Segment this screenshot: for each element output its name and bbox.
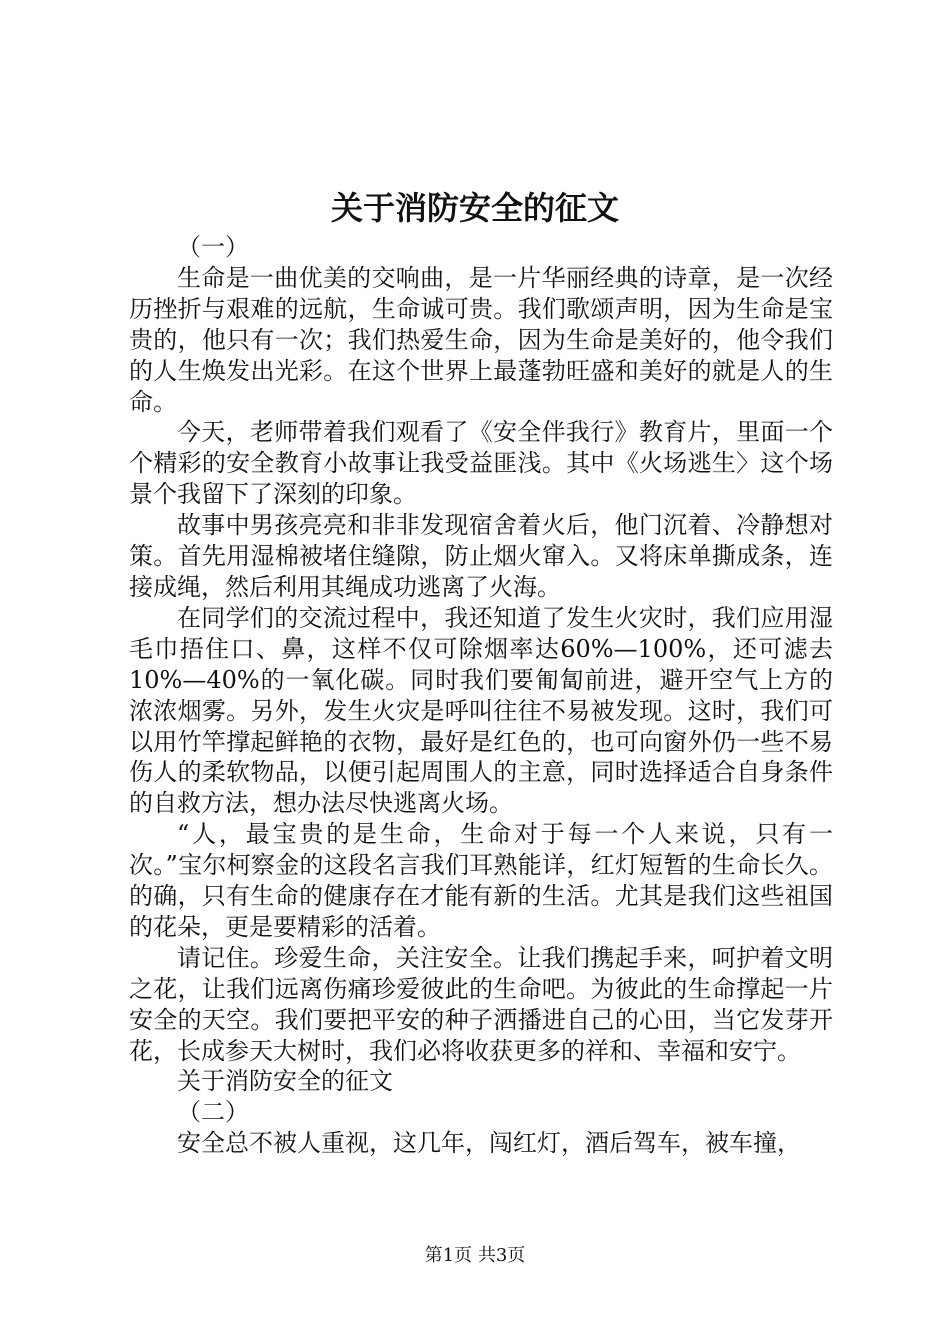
paragraph-3: 故事中男孩亮亮和非非发现宿舍着火后，他门沉着、冷静想对策。首先用湿棉被堵住缝隙，防止烟火窜入。又将床单撕成条，连接成绳，然后利用其绳成功逃离了火海。: [129, 511, 833, 601]
paragraph-5: “人，最宝贵的是生命，生命对于每一个人来说，只有一次。”宝尔柯察金的这段名言我们耳熟能详，红灯短暂的生命长久。的确，只有生命的健康存在才能有新的生活。尤其是我们这些祖国的花朵，更是要精彩的活着。: [129, 820, 833, 941]
paragraph-7: 安全总不被人重视，这几年，闯红灯，酒后驾车，被车撞，: [177, 1129, 801, 1158]
document-title: 关于消防安全的征文: [330, 189, 619, 227]
paragraph-2: 今天，老师带着我们观看了《安全伴我行》教育片，里面一个个精彩的安全教育小故事让我受益匪浅。其中《火场逃生〉这个场景个我留下了深刻的印象。: [129, 418, 833, 509]
paragraph-1: 生命是一曲优美的交响曲，是一片华丽经典的诗章，是一次经历挫折与艰难的远航，生命诚可贵。我们歌颂声明，因为生命是宝贵的，他只有一次；我们热爱生命，因为生命是美好的，他令我们的人生焕发出光彩。在这个世界上最蓬勃旺盛和美好的就是人的生命。: [129, 263, 833, 416]
repeat-title: 关于消防安全的征文: [177, 1067, 393, 1096]
section-label-1: （一）: [177, 233, 249, 261]
page-footer: 第1页 共3页: [424, 1245, 526, 1266]
section-label-2: （二）: [177, 1098, 249, 1127]
paragraph-6: 请记住。珍爱生命，关注安全。让我们携起手来，呵护着文明之花，让我们远离伤痛珍爱彼此的生命吧。为彼此的生命撑起一片安全的天空。我们要把平安的种子洒播进自己的心田，当它发芽开花，长成参天大树时，我们必将收获更多的祥和、幸福和安宁。: [129, 943, 833, 1065]
document-body: [129, 232, 833, 1159]
paragraph-4: 在同学们的交流过程中，我还知道了发生火灾时，我们应用湿毛巾捂住口、鼻，这样不仅可除烟率达60%—100%，还可滤去10%—40%的一氧化碳。同时我们要匍匐前进，避开空气上方的浓浓烟雾。另外，发生火灾是呼叫往往不易被发现。这时，我们可以用竹竿撑起鲜艳的衣物，最好是红色的，也可向窗外仍一些不易伤人的柔软物品，以便引起周围人的主意，同时选择适合自身条件的自救方法，想办法尽快逃离火场。: [129, 603, 833, 818]
